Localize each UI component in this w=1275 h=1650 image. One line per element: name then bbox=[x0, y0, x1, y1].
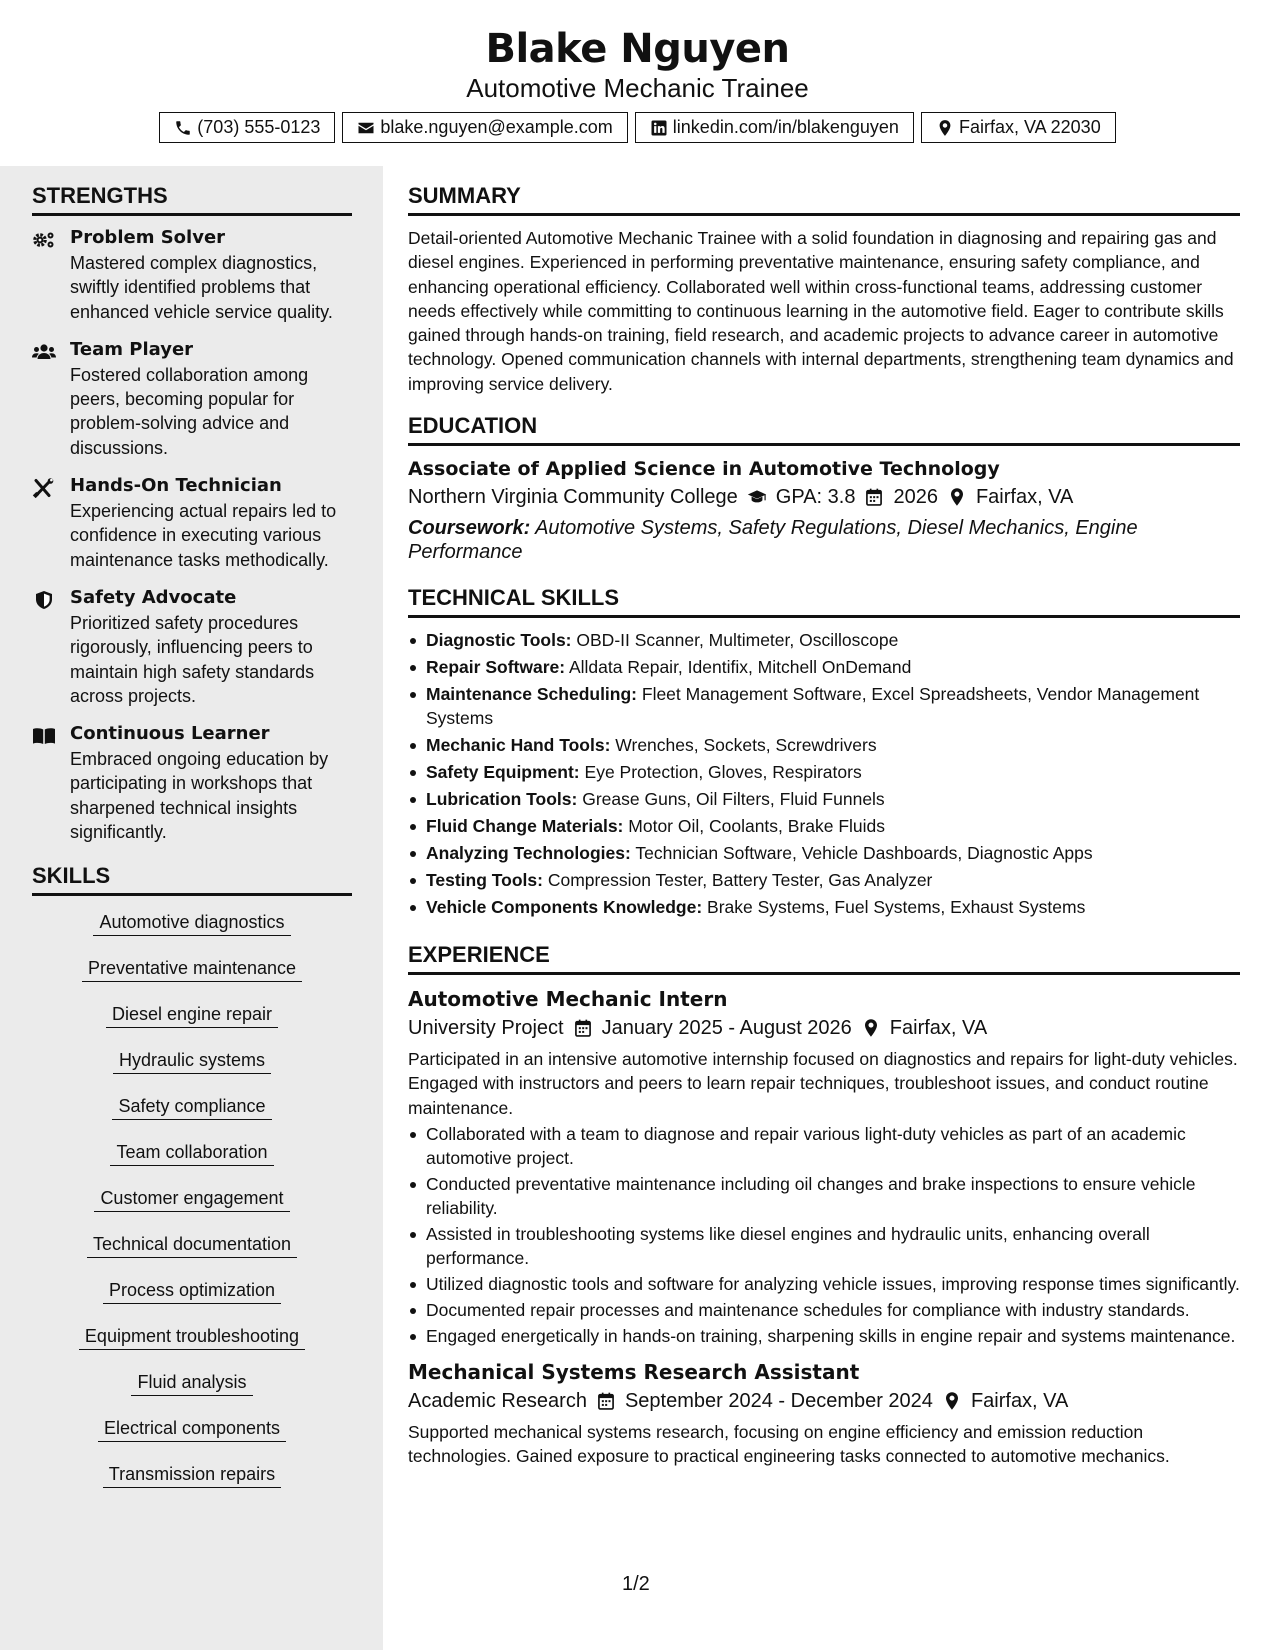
strength-title: Problem Solver bbox=[70, 227, 226, 248]
candidate-title: Automotive Mechanic Trainee bbox=[466, 73, 809, 103]
skill-tag: Automotive diagnostics bbox=[32, 910, 352, 956]
job-location: Fairfax, VA bbox=[889, 1017, 988, 1040]
school-name: Northern Virginia Community College bbox=[408, 486, 738, 509]
strength-desc: Prioritized safety procedures rigorously, influencing peers to maintain high safety standards across projects. bbox=[70, 612, 315, 706]
list-item: Diagnostic Tools: OBD-II Scanner, Multimeter, Oscilloscope bbox=[408, 628, 1240, 652]
job-meta bbox=[408, 1013, 1240, 1043]
gpa: GPA: 3.8 bbox=[775, 486, 856, 509]
strengths-heading: STRENGTHS bbox=[32, 182, 352, 216]
list-item: Conducted preventative maintenance including oil changes and brake inspections to ensure vehicle reliability. bbox=[408, 1172, 1240, 1220]
map-pin-icon bbox=[936, 119, 954, 137]
resume-header bbox=[0, 0, 1275, 143]
list-item: Documented repair processes and maintenance schedules for compliance with industry standards. bbox=[408, 1298, 1240, 1322]
technical-skills-list bbox=[408, 628, 1240, 919]
list-item: Assisted in troubleshooting systems like diesel engines and hydraulic units, enhancing overall performance. bbox=[408, 1222, 1240, 1270]
strength-desc: Fostered collaboration among peers, becoming popular for problem-solving advice and discussions. bbox=[70, 364, 309, 458]
map-pin-icon bbox=[861, 1018, 881, 1038]
candidate-name: Blake Nguyen bbox=[485, 26, 790, 72]
graduation-cap-icon bbox=[747, 487, 767, 507]
list-item: Maintenance Scheduling: Fleet Management Software, Excel Spreadsheets, Vendor Management Systems bbox=[408, 682, 1240, 730]
shield-icon bbox=[32, 590, 56, 610]
map-pin-icon bbox=[942, 1391, 962, 1411]
job-entry bbox=[408, 1358, 1240, 1469]
education-location: Fairfax, VA bbox=[975, 486, 1074, 509]
list-item: Repair Software: Alldata Repair, Identifix, Mitchell OnDemand bbox=[408, 655, 1240, 679]
calendar-icon bbox=[596, 1391, 616, 1411]
skill-tag: Safety compliance bbox=[32, 1094, 352, 1140]
skill-tag: Hydraulic systems bbox=[32, 1048, 352, 1094]
skill-tag: Transmission repairs bbox=[32, 1462, 352, 1508]
skill-tag: Fluid analysis bbox=[32, 1370, 352, 1416]
contact-email[interactable] bbox=[342, 112, 627, 143]
main-column bbox=[408, 166, 1240, 1471]
contact-phone-text: (703) 555-0123 bbox=[197, 117, 321, 137]
job-org: University Project bbox=[408, 1017, 564, 1040]
contact-location-text: Fairfax, VA 22030 bbox=[958, 117, 1101, 137]
skill-tag: Equipment troubleshooting bbox=[32, 1324, 352, 1370]
list-item: Collaborated with a team to diagnose and repair various light-duty vehicles as part of an academic automotive project. bbox=[408, 1122, 1240, 1170]
experience-heading: EXPERIENCE bbox=[408, 941, 1240, 975]
strength-title: Hands-On Technician bbox=[70, 475, 282, 497]
coursework: Coursework: Automotive Systems, Safety Regulations, Diesel Mechanics, Engine Performance bbox=[408, 517, 1138, 564]
contact-location[interactable] bbox=[921, 112, 1116, 143]
summary-text: Detail-oriented Automotive Mechanic Trainee with a solid foundation in diagnosing and repairing gas and diesel engines. Experienced in performing preventative maintenance, ensuring safety compliance, and enhancing operational efficiency. Collaborated well within cross-functional teams, addressing customer needs effectively while committing to continuous learning in the automotive field. Eager to contribute skills gained through hands-on training, field research, and academic projects to advance career in automotive technology. Opened communication channels with internal departments, strengthening team dynamics and improving service delivery. bbox=[408, 228, 1234, 394]
skills-heading: SKILLS bbox=[32, 862, 352, 896]
linkedin-icon bbox=[650, 119, 668, 137]
job-bullets bbox=[408, 1122, 1240, 1348]
summary-heading: SUMMARY bbox=[408, 182, 1240, 216]
list-item: Engaged energetically in hands-on training, sharpening skills in engine repair and systems maintenance. bbox=[408, 1324, 1240, 1348]
calendar-icon bbox=[573, 1018, 593, 1038]
strength-desc: Experiencing actual repairs led to confidence in executing various maintenance tasks methodically. bbox=[70, 501, 337, 570]
graduation-year: 2026 bbox=[893, 486, 938, 509]
envelope-icon bbox=[357, 119, 375, 137]
strength-item bbox=[32, 226, 352, 324]
job-entry bbox=[408, 985, 1240, 1348]
strength-item bbox=[32, 474, 352, 572]
strength-desc: Mastered complex diagnostics, swiftly identified problems that enhanced vehicle service quality. bbox=[70, 253, 333, 322]
skill-tag: Preventative maintenance bbox=[32, 956, 352, 1002]
list-item: Testing Tools: Compression Tester, Battery Tester, Gas Analyzer bbox=[408, 868, 1240, 892]
contact-linkedin-text: linkedin.com/in/blakenguyen bbox=[672, 117, 899, 137]
phone-icon bbox=[174, 119, 192, 137]
job-description: Participated in an intensive automotive internship focused on diagnostics and repairs for light-duty vehicles. Engaged with instructors and peers to learn repair techniques, troubleshoot issues, and conduct routine maintenance. bbox=[408, 1049, 1238, 1118]
strength-desc: Embraced ongoing education by participating in workshops that sharpened technical insights significantly. bbox=[70, 749, 329, 843]
contact-phone[interactable] bbox=[159, 112, 335, 143]
list-item: Vehicle Components Knowledge: Brake Systems, Fuel Systems, Exhaust Systems bbox=[408, 895, 1240, 919]
job-meta bbox=[408, 1386, 1240, 1416]
map-pin-icon bbox=[947, 487, 967, 507]
list-item: Safety Equipment: Eye Protection, Gloves, Respirators bbox=[408, 760, 1240, 784]
job-org: Academic Research bbox=[408, 1389, 587, 1412]
strength-item bbox=[32, 338, 352, 460]
list-item: Utilized diagnostic tools and software for analyzing vehicle issues, improving response times significantly. bbox=[408, 1272, 1240, 1296]
gears-icon bbox=[32, 230, 56, 250]
skill-tag: Technical documentation bbox=[32, 1232, 352, 1278]
skill-tag: Process optimization bbox=[32, 1278, 352, 1324]
strength-title: Safety Advocate bbox=[70, 586, 237, 608]
job-title: Mechanical Systems Research Assistant bbox=[408, 1359, 860, 1384]
tools-icon bbox=[32, 478, 56, 498]
skills-list bbox=[32, 906, 352, 1508]
list-item: Analyzing Technologies: Technician Software, Vehicle Dashboards, Diagnostic Apps bbox=[408, 841, 1240, 865]
list-item: Lubrication Tools: Grease Guns, Oil Filters, Fluid Funnels bbox=[408, 787, 1240, 811]
degree-title: Associate of Applied Science in Automotive Technology bbox=[408, 458, 1000, 481]
skill-tag: Diesel engine repair bbox=[32, 1002, 352, 1048]
contact-email-text: blake.nguyen@example.com bbox=[380, 117, 613, 137]
technical-skills-heading: TECHNICAL SKILLS bbox=[408, 584, 1240, 618]
book-icon bbox=[32, 726, 56, 746]
strength-title: Team Player bbox=[70, 338, 194, 360]
skill-tag: Team collaboration bbox=[32, 1140, 352, 1186]
strength-item bbox=[32, 722, 352, 844]
job-dates: January 2025 - August 2026 bbox=[601, 1017, 852, 1040]
strength-item bbox=[32, 586, 352, 708]
users-icon bbox=[32, 342, 56, 362]
calendar-icon bbox=[864, 487, 884, 507]
education-heading: EDUCATION bbox=[408, 412, 1240, 446]
skill-tag: Customer engagement bbox=[32, 1186, 352, 1232]
list-item: Mechanic Hand Tools: Wrenches, Sockets, Screwdrivers bbox=[408, 733, 1240, 757]
list-item: Fluid Change Materials: Motor Oil, Coolants, Brake Fluids bbox=[408, 814, 1240, 838]
job-title: Automotive Mechanic Intern bbox=[408, 987, 728, 1012]
education-meta bbox=[408, 482, 1240, 512]
page-number: 1/2 bbox=[622, 1573, 650, 1595]
strength-title: Continuous Learner bbox=[70, 723, 270, 745]
job-description: Supported mechanical systems research, focusing on engine efficiency and emission reduction technologies. Gained exposure to practical engineering tasks connected to automotive mechanics. bbox=[408, 1421, 1170, 1467]
skill-tag: Electrical components bbox=[32, 1416, 352, 1462]
contact-bar bbox=[0, 112, 1275, 143]
contact-linkedin[interactable] bbox=[635, 112, 914, 143]
sidebar bbox=[0, 166, 383, 1650]
job-location: Fairfax, VA bbox=[970, 1389, 1069, 1412]
job-dates: September 2024 - December 2024 bbox=[624, 1389, 933, 1412]
